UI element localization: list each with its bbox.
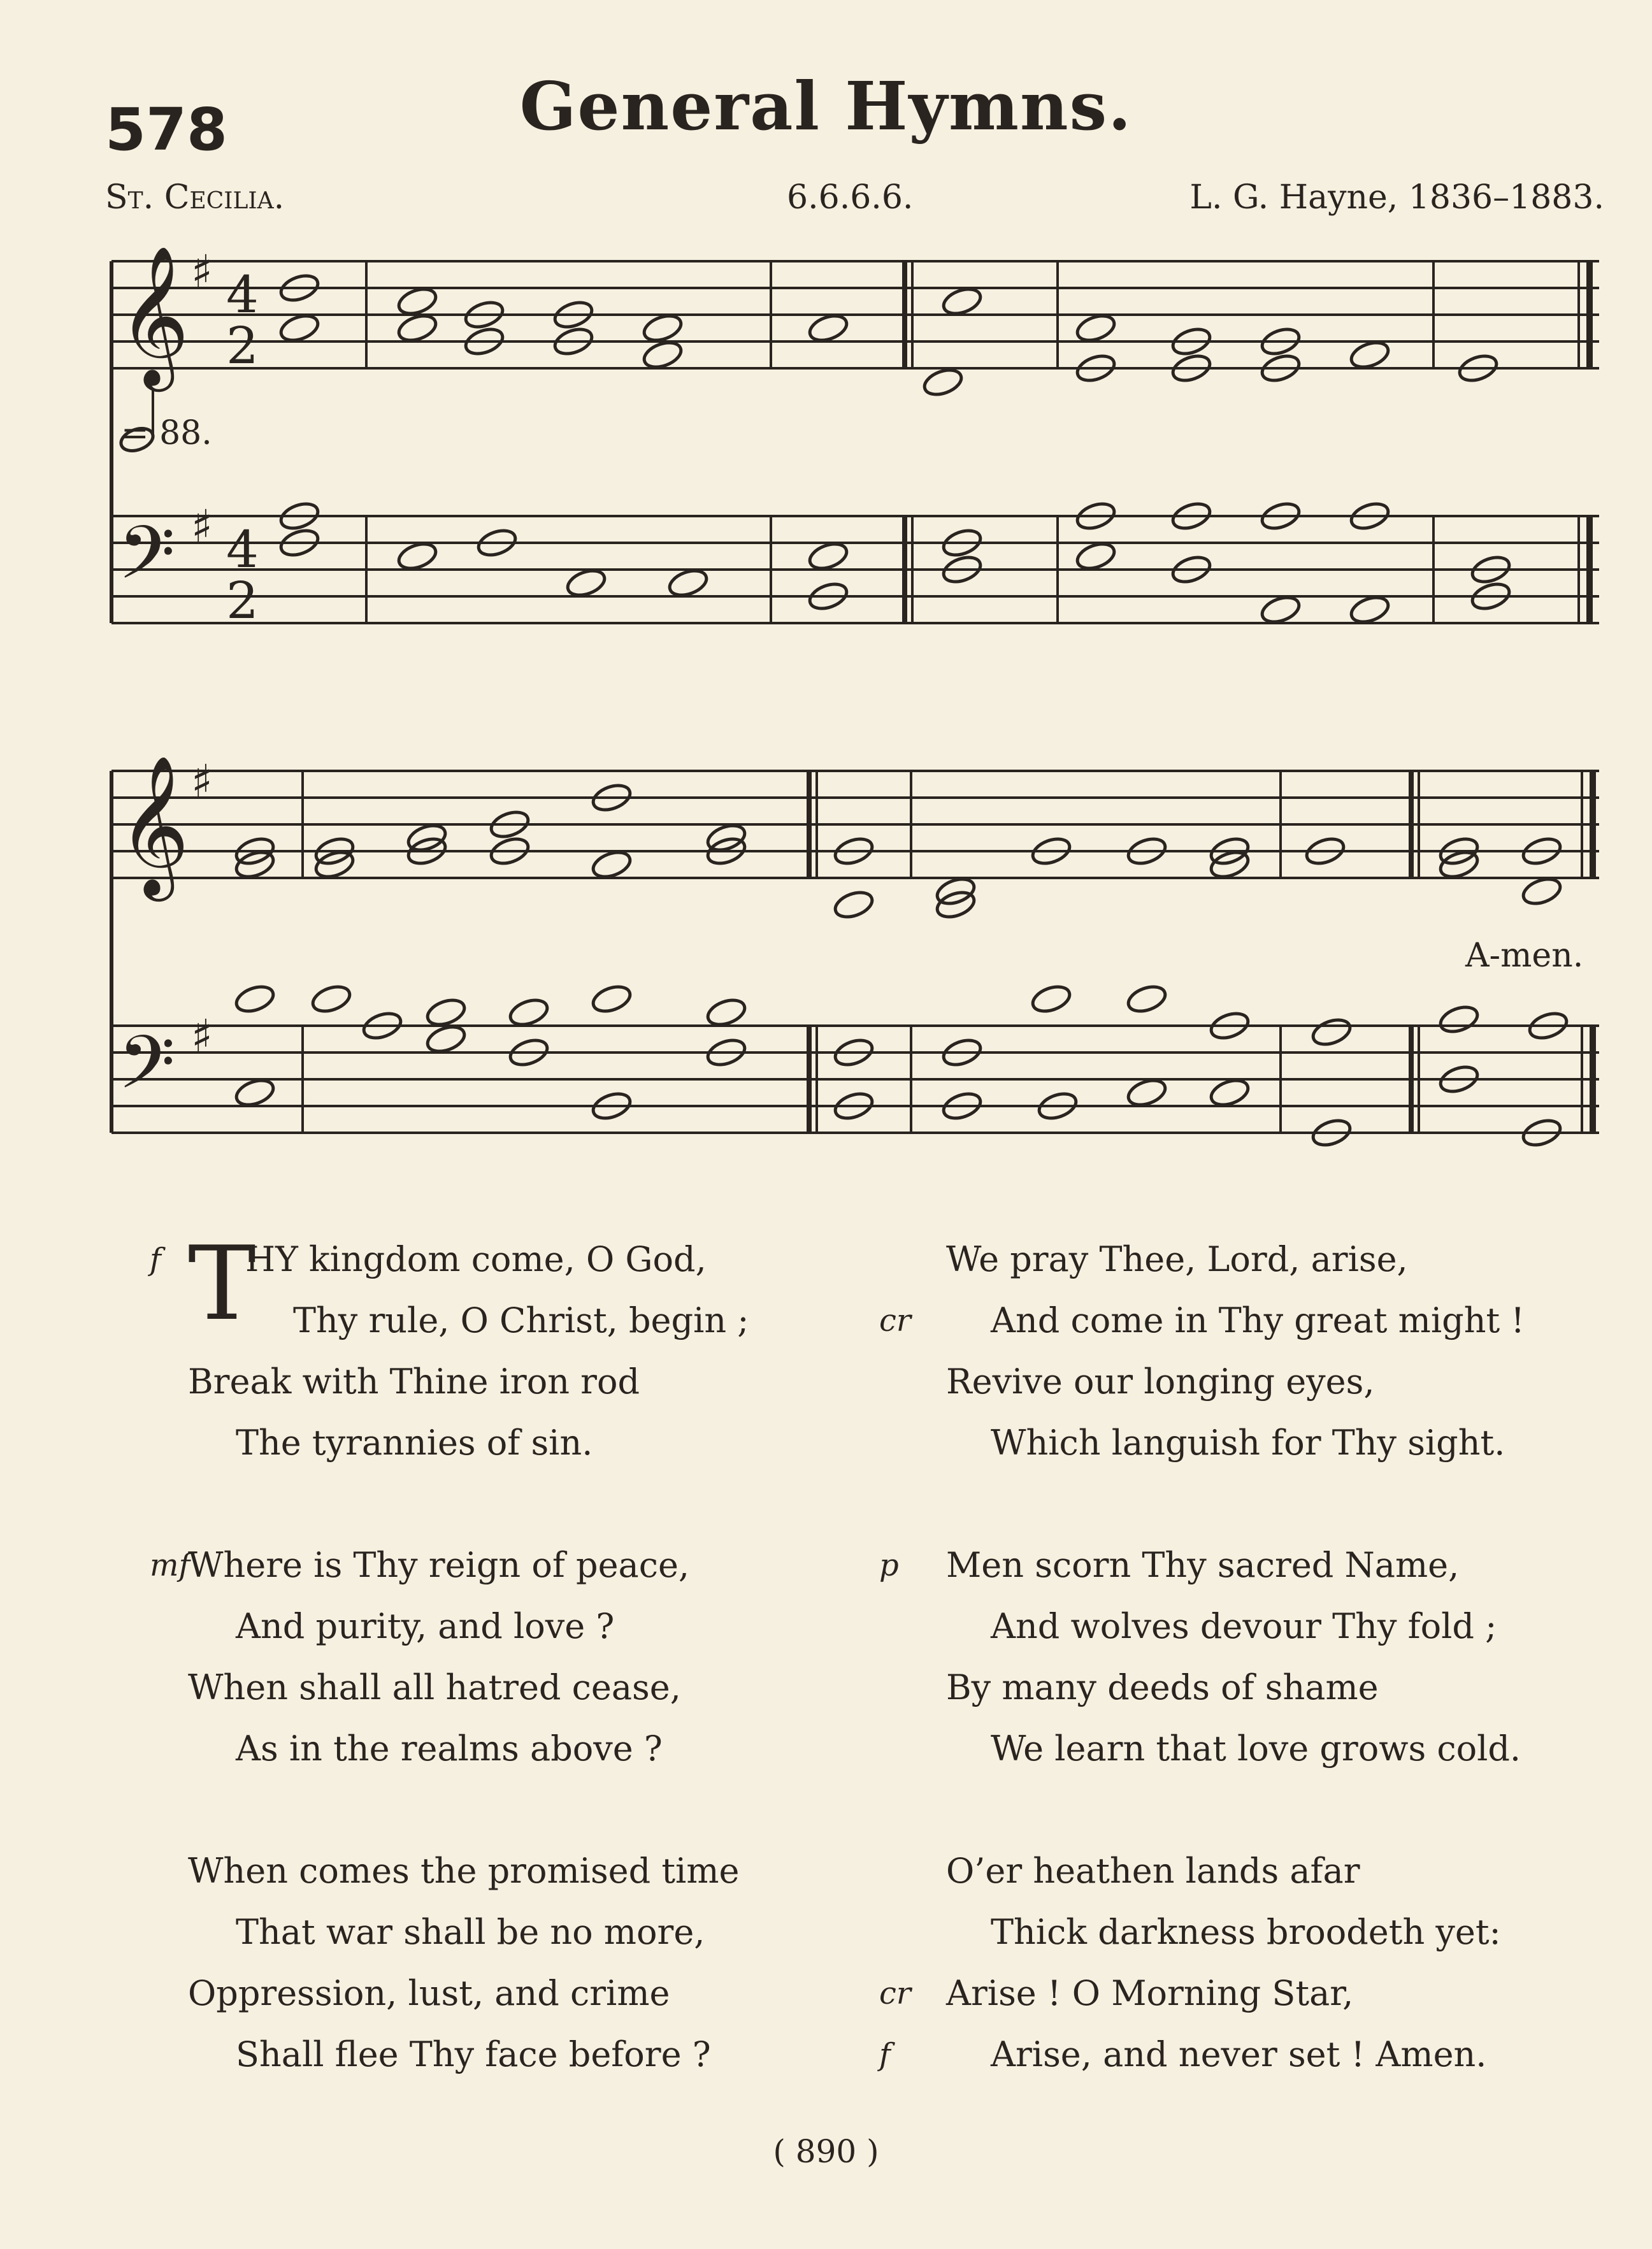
- verse-line: O’er heathen lands afar: [946, 1851, 1360, 1891]
- verse-line: We learn that love grows cold.: [991, 1728, 1521, 1769]
- sharp-icon: ♯: [191, 500, 213, 552]
- dynamic-marking: mf: [150, 1548, 190, 1583]
- verse-line: Where is Thy reign of peace,: [188, 1545, 690, 1585]
- svg-text:4: 4: [226, 265, 259, 324]
- note-head: [666, 566, 710, 600]
- note-head: [1310, 1016, 1353, 1049]
- verse-line: Thick darkness broodeth yet:: [991, 1912, 1501, 1952]
- bass-clef-icon: 𝄢: [118, 510, 176, 614]
- bass-clef-icon: 𝄢: [118, 1020, 176, 1124]
- note-head: [641, 338, 684, 371]
- note-head: [1208, 848, 1251, 881]
- verse-line: Arise ! O Morning Star,: [946, 1973, 1354, 2013]
- note-head: [1074, 312, 1117, 345]
- verse-line: Oppression, lust, and crime: [188, 1973, 670, 2013]
- note-head: [705, 996, 748, 1029]
- note-head: [564, 566, 608, 600]
- system1-treble-staff: [111, 261, 1599, 368]
- verse-line: And wolves devour Thy fold ;: [991, 1606, 1497, 1646]
- note-head: [921, 366, 965, 399]
- note-head: [1074, 540, 1117, 573]
- note-head: [233, 1076, 277, 1109]
- verse-line: When comes the promised time: [188, 1851, 740, 1891]
- verse-line: The tyrannies of sin.: [236, 1423, 593, 1463]
- note-head: [807, 312, 850, 345]
- note-head: [1208, 1076, 1251, 1109]
- note-head: [310, 982, 353, 1016]
- verse-line: Arise, and never set ! Amen.: [991, 2034, 1487, 2074]
- verse-line: And come in Thy great might !: [991, 1300, 1525, 1340]
- dynamic-marking: f: [150, 1242, 161, 1277]
- note-head: [1520, 875, 1563, 908]
- verse-line: Which languish for Thy sight.: [991, 1423, 1505, 1463]
- verse-line: Thy rule, O Christ, begin ;: [293, 1300, 749, 1340]
- meter: 6.6.6.6.: [787, 178, 914, 217]
- dynamic-marking: cr: [879, 1303, 911, 1339]
- verse-line: Revive our longing eyes,: [946, 1362, 1375, 1402]
- note-head: [233, 848, 277, 881]
- note-head: [507, 996, 550, 1029]
- note-head: [590, 982, 633, 1016]
- verse-line: Men scorn Thy sacred Name,: [946, 1545, 1460, 1585]
- sharp-icon: ♯: [191, 755, 213, 807]
- note-head: [424, 1023, 468, 1056]
- note-head: [1125, 982, 1168, 1016]
- composer: L. G. Hayne, 1836–1883.: [1189, 178, 1604, 217]
- note-head: [396, 285, 439, 318]
- verse-line: As in the realms above ?: [236, 1728, 663, 1769]
- note-head: [313, 848, 356, 881]
- note-head: [1259, 593, 1302, 626]
- tune-name: St. Cecilia.: [105, 178, 285, 217]
- note-head: [641, 312, 684, 345]
- sharp-icon: ♯: [191, 245, 213, 298]
- verse-line: Break with Thine iron rod: [188, 1362, 640, 1402]
- amen-label: A-men.: [1465, 937, 1584, 975]
- svg-text:2: 2: [226, 571, 259, 630]
- system1-bass-staff: [111, 516, 1599, 623]
- page-number: ( 890 ): [773, 2133, 879, 2170]
- note-head: [278, 312, 321, 345]
- verse-line: And purity, and love ?: [236, 1606, 615, 1646]
- note-head: [1348, 338, 1391, 371]
- note-head: [424, 996, 468, 1029]
- note-head: [1030, 982, 1073, 1016]
- note-head: [807, 540, 850, 573]
- note-head: [590, 848, 633, 881]
- note-head: [832, 888, 875, 921]
- treble-clef-icon: 𝄞: [118, 754, 190, 895]
- note-head: [396, 312, 439, 345]
- verse-line: HY kingdom come, O God,: [245, 1239, 707, 1279]
- hymn-number: 578: [105, 96, 228, 164]
- note-head: [396, 540, 439, 573]
- drop-cap: T: [188, 1224, 256, 1343]
- sharp-icon: ♯: [191, 1010, 213, 1062]
- verse-line: Shall flee Thy face before ?: [236, 2034, 711, 2074]
- note-head: [934, 888, 977, 921]
- note-head: [1437, 1003, 1481, 1036]
- dynamic-marking: f: [879, 2037, 891, 2073]
- svg-text:4: 4: [226, 520, 259, 579]
- note-head: [940, 285, 984, 318]
- dynamic-marking: cr: [879, 1976, 911, 2011]
- verse-line: By many deeds of shame: [946, 1667, 1379, 1707]
- note-head: [233, 982, 277, 1016]
- verse-line: When shall all hatred cease,: [188, 1667, 681, 1707]
- section-title: General Hymns.: [519, 67, 1133, 145]
- verse-line: That war shall be no more,: [236, 1912, 705, 1952]
- tempo-marking: = 88.: [121, 414, 212, 452]
- dynamic-marking: p: [879, 1548, 899, 1583]
- note-head: [1437, 848, 1481, 881]
- note-head: [1125, 1076, 1168, 1109]
- svg-text:2: 2: [226, 316, 259, 375]
- verse-line: We pray Thee, Lord, arise,: [946, 1239, 1408, 1279]
- note-head: [1348, 593, 1391, 626]
- treble-clef-icon: 𝄞: [118, 245, 190, 385]
